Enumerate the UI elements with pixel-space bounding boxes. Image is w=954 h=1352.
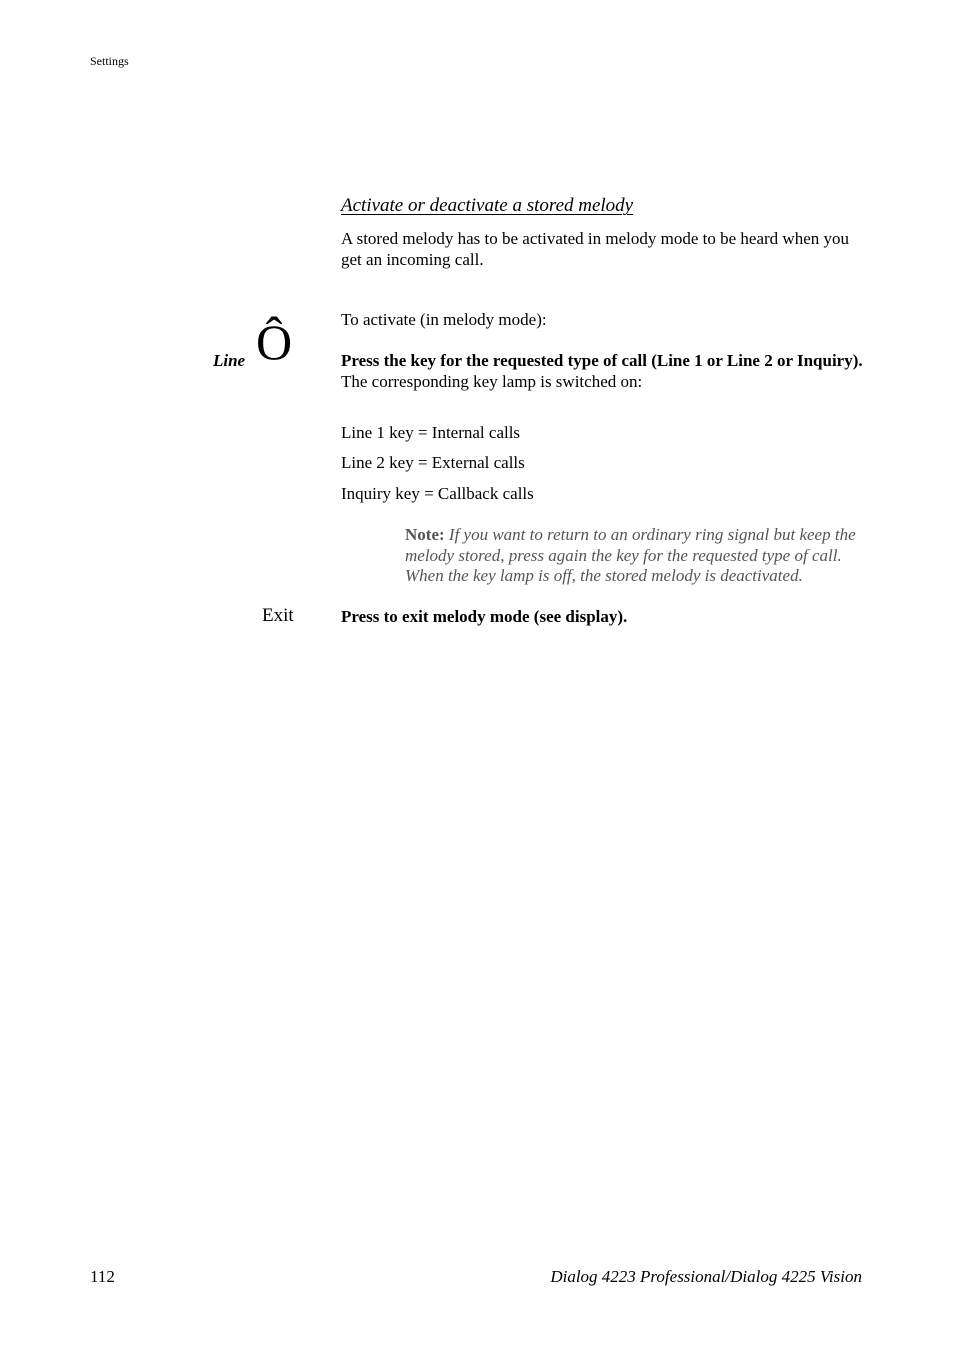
note-text: If you want to return to an ordinary ring signal but keep the melody stored, press again the key for the requested type of call. When the key lamp is off, the stored melody is deactivated. <box>405 525 856 585</box>
activate-step-instruction: Press the key for the requested type of call (Line 1 or Line 2 or Inquiry). <box>341 351 863 370</box>
mapping-inquiry: Inquiry key = Callback calls <box>341 484 534 503</box>
exit-key-label: Exit <box>262 605 294 626</box>
exit-step-instruction: Press to exit melody mode (see display). <box>341 607 628 626</box>
intro-paragraph: A stored melody has to be activated in melody mode to be heard when you get an incoming call. <box>341 229 849 269</box>
note <box>405 525 867 587</box>
note-label: Note: <box>405 525 445 544</box>
line-key-label: Line <box>213 351 246 370</box>
running-header: Settings <box>90 54 129 68</box>
footer-title: Dialog 4223 Professional/Dialog 4225 Vision <box>550 1267 862 1286</box>
activate-lead: To activate (in melody mode): <box>341 310 547 329</box>
mapping-line1: Line 1 key = Internal calls <box>341 423 521 442</box>
page-number: 112 <box>90 1267 115 1286</box>
line-key-icon: Ô <box>256 314 293 370</box>
activate-step-result: The corresponding key lamp is switched on: <box>341 371 643 391</box>
section-title: Activate or deactivate a stored melody <box>341 195 634 216</box>
activate-step <box>341 351 866 392</box>
mapping-line2: Line 2 key = External calls <box>341 453 525 472</box>
